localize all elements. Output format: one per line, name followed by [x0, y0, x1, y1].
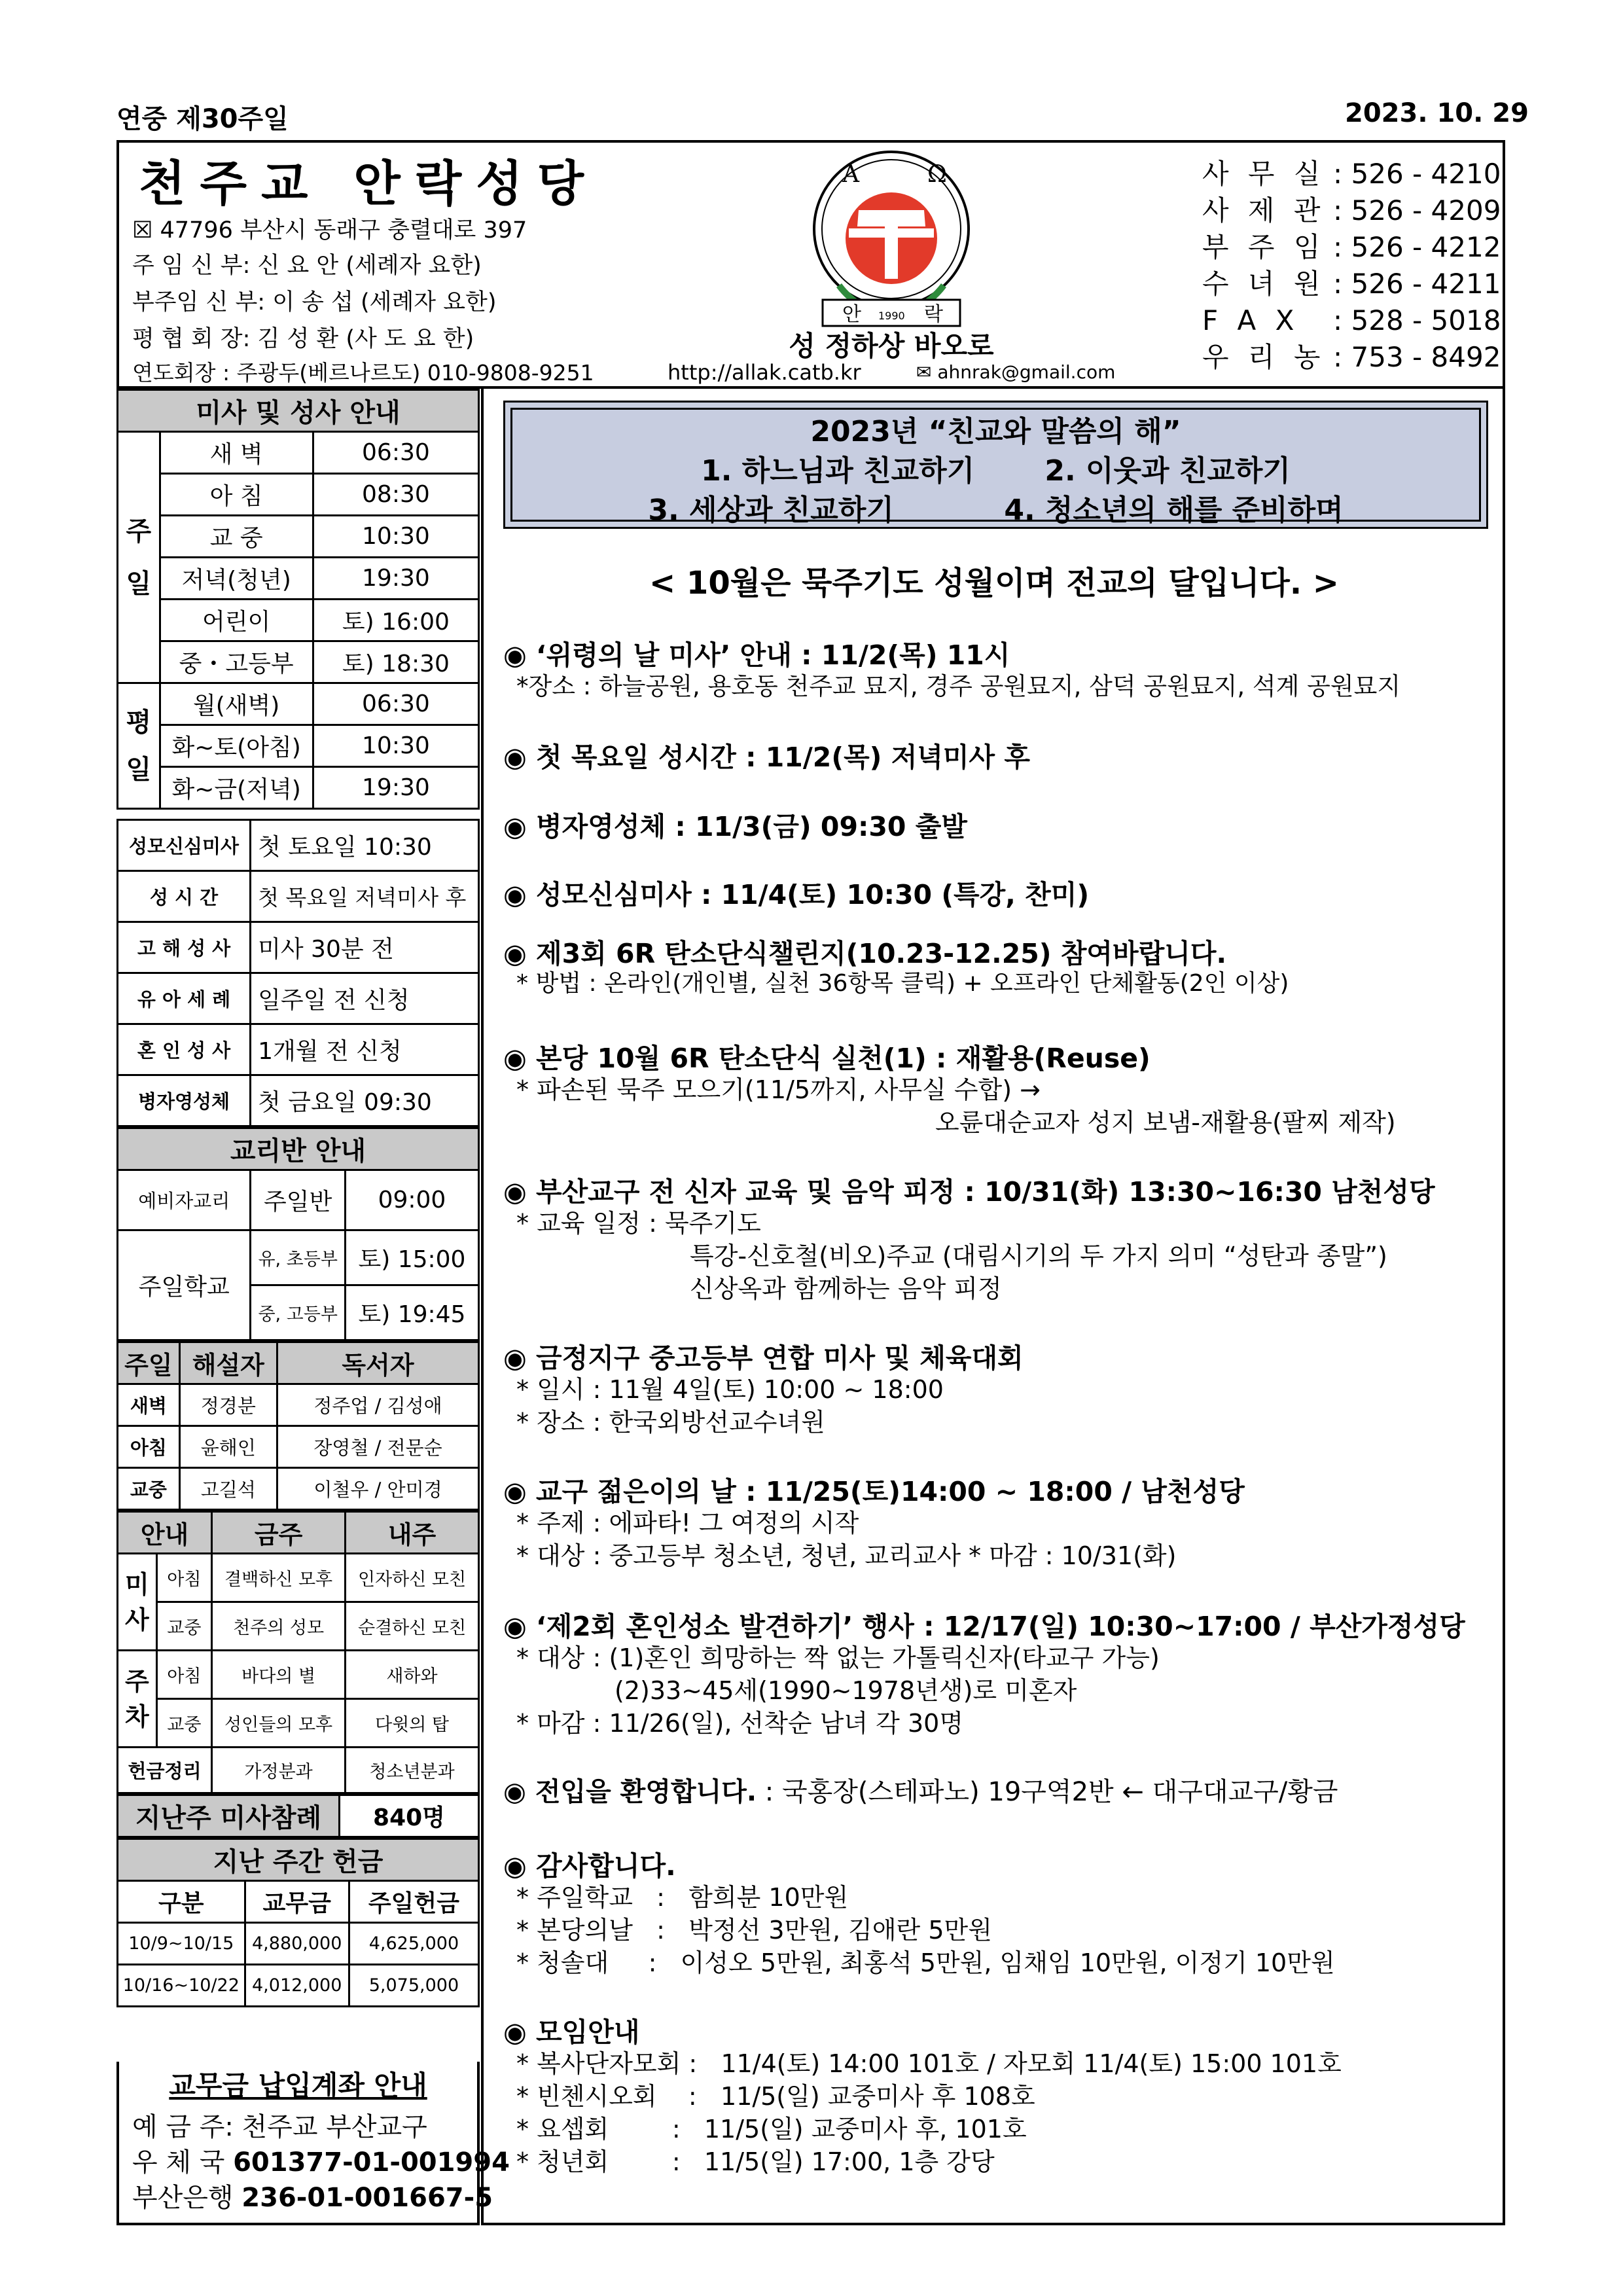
- notice-heading: ◉ 전입을 환영합니다. : 국홍장(스테파노) 19구역2반 ← 대구대교구/황금: [503, 1777, 1338, 1807]
- notice-detail: * 일시 : 11월 4일(토) 10:00 ~ 18:00: [516, 1375, 944, 1404]
- notice-detail: * 청년회 : 11/5(일) 17:00, 1층 강당: [516, 2147, 995, 2176]
- offering-dues: 4,012,000: [245, 1965, 349, 2007]
- notice-detail: *장소 : 하늘공원, 용호동 천주교 묘지, 경주 공원묘지, 삼덕 공원묘지, 석계 공원묘지: [516, 672, 1401, 700]
- motto-line-2: 1. 하느님과 친교하기 2. 이웃과 친교하기: [701, 454, 1291, 488]
- phone-row: 사 무 실 : 526 - 4210: [1202, 158, 1501, 190]
- notice-detail: * 장소 : 한국외방선교수녀원: [516, 1408, 825, 1437]
- notice-detail: (2)33~45세(1990~1978년생)로 미혼자: [615, 1676, 1077, 1705]
- offering-header: 구분: [118, 1881, 245, 1923]
- notice-heading: ◉ 금정지구 중고등부 연합 미사 및 체육대회: [503, 1342, 1024, 1374]
- mass-name: 화~금(저녁): [160, 767, 313, 809]
- duty-this-week: 바다의 별: [212, 1651, 346, 1699]
- mass-time: 10:30: [313, 725, 478, 767]
- assistant-pastor: 부주임 신 부: 이 송 섭 (세례자 요한): [132, 289, 497, 315]
- mass-name: 어린이: [160, 600, 313, 641]
- notice-heading: ◉ 첫 목요일 성시간 : 11/2(목) 저녁미사 후: [503, 742, 1030, 773]
- duty-header: 안내: [118, 1512, 212, 1554]
- yeondo-leader: 연도회장 : 주광두(베르나르도) 010-9808-9251: [132, 360, 594, 386]
- offering-header: 교무금: [245, 1881, 349, 1923]
- notice-detail: 오륜대순교자 성지 보냄-재활용(팔찌 제작): [935, 1108, 1396, 1137]
- notice-detail: * 교육 일정 : 묵주기도: [516, 1209, 761, 1238]
- offering-period: 10/16~10/22: [118, 1965, 245, 2007]
- notice-area: [481, 389, 1505, 2225]
- motto-line-3: 3. 세상과 친교하기 4. 청소년의 해를 준비하며: [648, 493, 1344, 527]
- church-logo-icon: [780, 148, 1003, 331]
- duty-mass-label: 미 사: [118, 1554, 157, 1651]
- notice-detail: * 파손된 묵주 모으기(11/5까지, 사무실 수합) →: [516, 1075, 1041, 1104]
- offering-table: [116, 1838, 480, 2007]
- notice-detail: * 대상 : 중고등부 청소년, 청년, 교리교사 * 마감 : 10/31(화): [516, 1541, 1177, 1570]
- sacrament-name: 혼 인 성 사: [118, 1024, 251, 1075]
- mass-time: 19:30: [313, 767, 478, 809]
- headline: < 10월은 묵주기도 성월이며 전교의 달입니다. >: [649, 565, 1339, 601]
- reader-slot: 교중: [118, 1468, 180, 1510]
- sunday-label: 주 일: [118, 432, 160, 683]
- sacrament-name: 고 해 성 사: [118, 922, 251, 973]
- mass-name: 화~토(아침): [160, 725, 313, 767]
- offering-period: 10/9~10/15: [118, 1923, 245, 1965]
- duty-parking-label: 주 차: [118, 1651, 157, 1748]
- logo-rak: 락: [924, 303, 943, 326]
- reader-slot: 아침: [118, 1426, 180, 1468]
- phone-row: F A X : 528 - 5018: [1202, 304, 1501, 336]
- mass-name: 아 침: [160, 474, 313, 516]
- duty-next-week: 새하와: [346, 1651, 479, 1699]
- catechism-table: [116, 1127, 480, 1341]
- catechism-row-time: 토) 15:00: [345, 1230, 478, 1285]
- duty-next-week: 다윗의 탑: [346, 1699, 479, 1748]
- readers-header: 주일: [118, 1342, 180, 1384]
- notice-heading: ◉ 모임안내: [503, 2017, 640, 2048]
- duty-this-week: 결백하신 모후: [212, 1554, 346, 1602]
- sacrament-name: 유 아 세 례: [118, 973, 251, 1024]
- notice-detail: * 주일학교 : 함희분 10만원: [516, 1883, 849, 1912]
- mass-time: 19:30: [313, 558, 478, 600]
- duty-slot: 아침: [156, 1651, 211, 1699]
- reader-names: 이철우 / 안미경: [277, 1468, 478, 1510]
- notice-detail: * 요셉회 : 11/5(일) 교중미사 후, 101호: [516, 2115, 1027, 2144]
- readers-table: [116, 1341, 480, 1511]
- readers-header: 독서자: [277, 1342, 478, 1384]
- mass-table: [116, 389, 480, 810]
- motto-title: 2023년 “친교와 말씀의 해”: [810, 415, 1181, 448]
- email-text: ahnrak@gmail.com: [937, 361, 1116, 383]
- duty-header: 내주: [346, 1512, 479, 1554]
- catechism-pre-time: 09:00: [345, 1170, 478, 1230]
- attendance-table: [116, 1794, 480, 1838]
- account-box: [116, 2062, 510, 2225]
- notice-detail: * 청솔대 : 이성오 5만원, 최홍석 5만원, 임채임 10만원, 이정기 10만원: [516, 1948, 1335, 1977]
- offering-sunday: 5,075,000: [349, 1965, 478, 2007]
- catechism-row-time: 토) 19:45: [345, 1285, 478, 1340]
- mass-time: 08:30: [313, 474, 478, 516]
- notice-detail: * 복사단자모회 : 11/4(토) 14:00 101호 / 자모회 11/4(토) 15:00 101호: [516, 2049, 1342, 2078]
- sacrament-value: 미사 30분 전: [251, 922, 479, 973]
- money-this-week: 가정분과: [212, 1748, 346, 1793]
- phone-row: 부 주 임 : 526 - 4212: [1202, 231, 1501, 263]
- address: ☒ 47796 부산시 동래구 충렬대로 397: [132, 217, 527, 243]
- notice-heading: ◉ ‘위령의 날 미사’ 안내 : 11/2(목) 11시: [503, 639, 1010, 671]
- mass-name: 교 중: [160, 516, 313, 558]
- notice-detail: * 빈첸시오회 : 11/5(일) 교중미사 후 108호: [516, 2082, 1035, 2111]
- catechism-pre-day: 주일반: [251, 1170, 345, 1230]
- website-link[interactable]: http://allak.catb.kr: [668, 360, 861, 385]
- offering-dues: 4,880,000: [245, 1923, 349, 1965]
- notice-heading: ◉ 성모신심미사 : 11/4(토) 10:30 (특강, 찬미): [503, 879, 1090, 910]
- duty-this-week: 천주의 성모: [212, 1602, 346, 1651]
- church-name: 천주교 안락성당: [139, 156, 599, 212]
- catechism-row-label: 유, 초등부: [251, 1230, 345, 1285]
- week-label: 연중 제30주일: [116, 104, 289, 134]
- notice-detail: 신상옥과 함께하는 음악 피정: [690, 1274, 1002, 1303]
- reader-names: 장영철 / 전문순: [277, 1426, 478, 1468]
- duty-slot: 교중: [156, 1699, 211, 1748]
- sacrament-value: 1개월 전 신청: [251, 1024, 479, 1075]
- account-holder: 예 금 주: 천주교 부산교구: [132, 2112, 427, 2142]
- reader-names: 정주업 / 김성애: [277, 1384, 478, 1426]
- account-title: 교무금 납입계좌 안내: [169, 2070, 427, 2102]
- reader-commentator: 윤해인: [179, 1426, 277, 1468]
- council-president: 평 협 회 장: 김 성 환 (사 도 요 한): [132, 326, 474, 352]
- phone-list: [1202, 156, 1501, 376]
- mass-time: 10:30: [313, 516, 478, 558]
- left-column: [116, 389, 480, 2007]
- phone-row: 수 녀 원 : 526 - 4211: [1202, 268, 1501, 300]
- notice-heading: ◉ 교구 젊은이의 날 : 11/25(토)14:00 ~ 18:00 / 남천성당: [503, 1476, 1245, 1507]
- mass-time: 06:30: [313, 432, 478, 474]
- notice-detail: * 방법 : 온라인(개인별, 실천 36항목 클릭) + 오프라인 단체활동(2인 이상): [516, 970, 1289, 997]
- mass-time: 토) 16:00: [313, 600, 478, 641]
- notice-heading: ◉ 병자영성체 : 11/3(금) 09:30 출발: [503, 811, 967, 842]
- weekday-label: 평 일: [118, 683, 160, 809]
- sacrament-value: 첫 금요일 09:30: [251, 1075, 479, 1126]
- sacrament-value: 일주일 전 신청: [251, 973, 479, 1024]
- mass-time: 토) 18:30: [313, 641, 478, 683]
- sacrament-value: 첫 토요일 10:30: [251, 820, 479, 871]
- money-next-week: 청소년분과: [346, 1748, 479, 1793]
- catechism-row-label: 중, 고등부: [251, 1285, 345, 1340]
- header-box: [116, 140, 1505, 389]
- offering-title: 지난 주간 헌금: [118, 1839, 479, 1881]
- notice-detail: * 대상 : (1)혼인 희망하는 짝 없는 가톨릭신자(타교구 가능): [516, 1643, 1160, 1672]
- sunday-school: 주일학교: [118, 1230, 251, 1340]
- logo-alpha: A: [842, 161, 859, 188]
- mass-name: 월(새벽): [160, 683, 313, 725]
- reader-slot: 새벽: [118, 1384, 180, 1426]
- mass-time: 06:30: [313, 683, 478, 725]
- notice-heading: ◉ 감사합니다.: [503, 1850, 676, 1882]
- logo-an: 안: [842, 303, 861, 326]
- phone-row: 사 제 관 : 526 - 4209: [1202, 194, 1501, 226]
- pastor: 주 임 신 부: 신 요 안 (세례자 요한): [132, 253, 482, 279]
- notice-detail: 특강-신호철(비오)주교 (대림시기의 두 가지 의미 “성탄과 종말”): [690, 1242, 1387, 1270]
- duty-table: [116, 1511, 480, 1794]
- reader-commentator: 정경분: [179, 1384, 277, 1426]
- duty-next-week: 순결하신 모친: [346, 1602, 479, 1651]
- sacrament-name: 병자영성체: [118, 1075, 251, 1126]
- logo-omega: Ω: [927, 161, 947, 188]
- phone-row: 우 리 농 : 753 - 8492: [1202, 341, 1501, 373]
- notice-heading: ◉ 제3회 6R 탄소단식챌린지(10.23-12.25) 참여바랍니다.: [503, 938, 1227, 969]
- catechism-pre: 예비자교리: [118, 1170, 251, 1230]
- notice-detail: * 주제 : 에파타! 그 여정의 시작: [516, 1509, 859, 1537]
- duty-next-week: 인자하신 모친: [346, 1554, 479, 1602]
- bulletin-date: 2023. 10. 29: [1345, 98, 1529, 128]
- readers-header: 해설자: [179, 1342, 277, 1384]
- duty-slot: 아침: [156, 1554, 211, 1602]
- money-duty-label: 헌금정리: [118, 1748, 212, 1793]
- reader-commentator: 고길석: [179, 1468, 277, 1510]
- notice-heading: ◉ ‘제2회 혼인성소 발견하기’ 행사 : 12/17(일) 10:30~17:00 / 부산가정성당: [503, 1611, 1465, 1642]
- sacrament-name: 성모신심미사: [118, 820, 251, 871]
- catechism-title: 교리반 안내: [118, 1128, 479, 1170]
- duty-slot: 교중: [156, 1602, 211, 1651]
- sacrament-name: 성 시 간: [118, 871, 251, 922]
- mass-name: 새 벽: [160, 432, 313, 474]
- logo-year: 1990: [878, 310, 905, 322]
- notice-detail: * 마감 : 11/26(일), 선착순 남녀 각 30명: [516, 1709, 964, 1738]
- mass-name: 중・고등부: [160, 641, 313, 683]
- offering-sunday: 4,625,000: [349, 1923, 478, 1965]
- notice-heading: ◉ 부산교구 전 신자 교육 및 음악 피정 : 10/31(화) 13:30~16:30 남천성당: [503, 1176, 1435, 1208]
- motto-box: [503, 401, 1488, 529]
- mail-icon: ✉: [916, 361, 938, 383]
- mass-name: 저녁(청년): [160, 558, 313, 600]
- duty-header: 금주: [212, 1512, 346, 1554]
- notice-heading: ◉ 본당 10월 6R 탄소단식 실천(1) : 재활용(Reuse): [503, 1043, 1150, 1074]
- account-bank: 부산은행 236-01-001667-5: [132, 2183, 493, 2213]
- mass-title: 미사 및 성사 안내: [118, 390, 479, 432]
- offering-header: 주일헌금: [349, 1881, 478, 1923]
- sacrament-table: [116, 819, 480, 1127]
- email[interactable]: [916, 361, 1115, 383]
- account-post: 우 체 국 601377-01-001994: [132, 2147, 510, 2178]
- attendance-value: 840명: [339, 1795, 478, 1837]
- patron-saint: 성 정하상 바오로: [789, 330, 994, 362]
- attendance-label: 지난주 미사참례: [118, 1795, 340, 1837]
- duty-this-week: 성인들의 모후: [212, 1699, 346, 1748]
- sacrament-value: 첫 목요일 저녁미사 후: [251, 871, 479, 922]
- notice-detail: * 본당의날 : 박정선 3만원, 김애란 5만원: [516, 1916, 992, 1945]
- church-logo: [780, 148, 1003, 331]
